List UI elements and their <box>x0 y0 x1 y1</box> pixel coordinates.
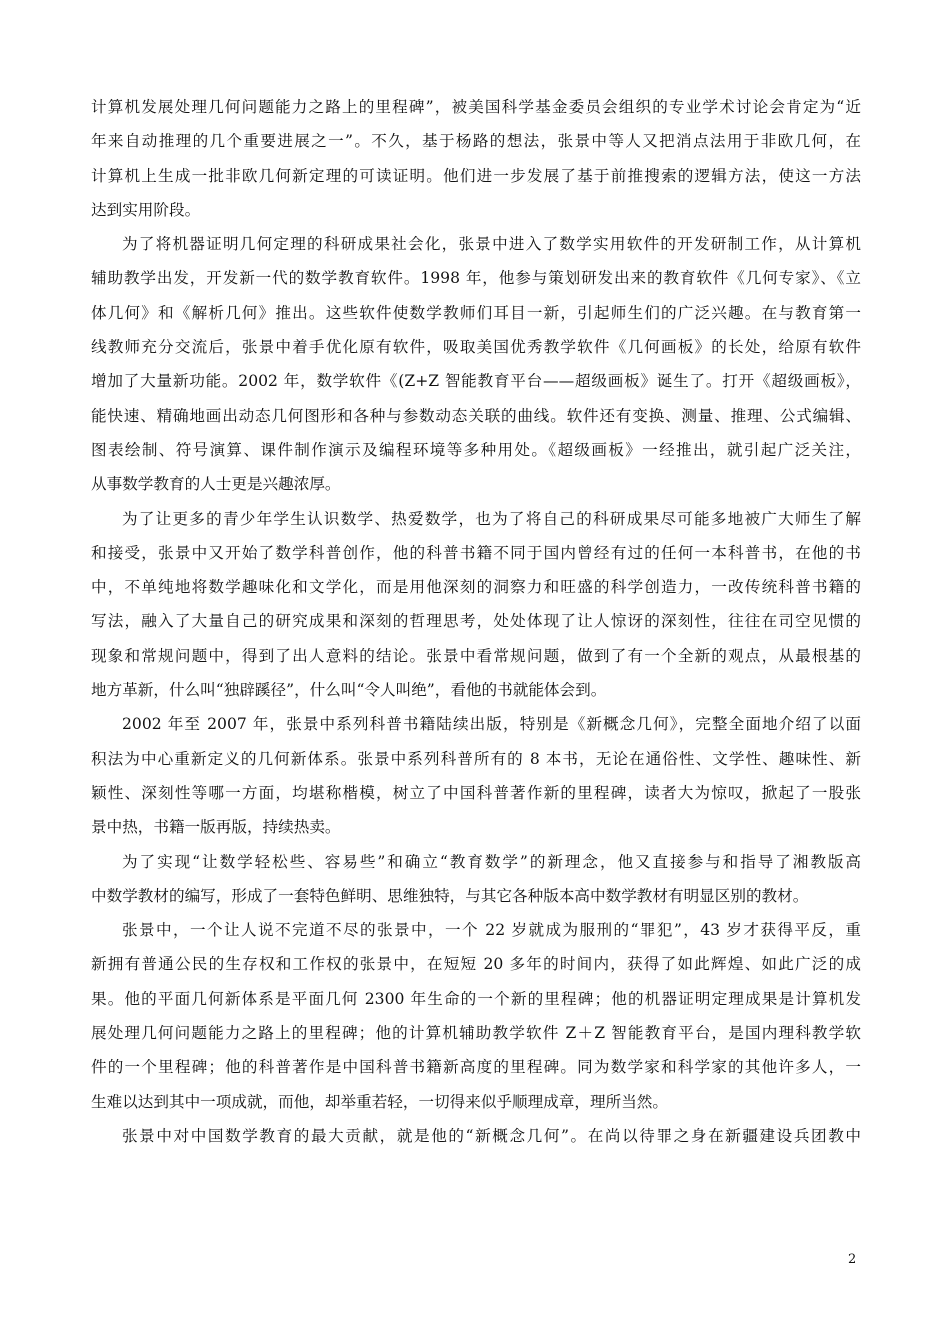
text-line: 图表绘制、符号演算、课件制作演示及编程环境等多种用处。《超级画板》一经推出，就引起广泛关注， <box>91 440 861 459</box>
paragraph <box>91 90 861 227</box>
paragraph <box>91 913 861 1119</box>
text-line: 颖性、深刻性等哪一方面，均堪称楷模，树立了中国科普著作新的里程碑，读者大为惊叹，掀起了一股张 <box>91 783 861 802</box>
text-line: 达到实用阶段。 <box>91 200 201 219</box>
text-line: 展处理几何问题能力之路上的里程碑；他的计算机辅助教学软件 Z＋Z 智能教育平台，是国内理科教学软 <box>91 1024 861 1043</box>
text-line: 件的一个里程碑；他的科普著作是中国科普书籍新高度的里程碑。同为数学家和科学家的其他许多人，一 <box>91 1058 861 1077</box>
text-line: 辅助教学出发，开发新一代的数学教育软件。1998 年，他参与策划研发出来的教育软件《几何专家》、《立 <box>91 269 861 288</box>
text-line: 新拥有普通公民的生存权和工作权的张景中，在短短 20 多年的时间内，获得了如此辉煌、如此广泛的成 <box>91 955 861 974</box>
text-line: 中数学教材的编写，形成了一套特色鲜明、思维独特，与其它各种版本高中数学教材有明显区别的教材。 <box>91 886 809 905</box>
text-line: 增加了大量新功能。2002 年，数学软件《(Z+Z 智能教育平台——超级画板》诞生了。打开《超级画板》， <box>91 372 861 391</box>
text-line: 现象和常规问题中，得到了出人意料的结论。张景中看常规问题，做到了有一个全新的观点，从最根基的 <box>91 646 861 665</box>
text-line: 年来自动推理的几个重要进展之一”。不久，基于杨路的想法，张景中等人又把消点法用于非欧几何，在 <box>91 132 861 151</box>
text-line: 中，不单纯地将数学趣味化和文学化，而是用他深刻的洞察力和旺盛的科学创造力，一改传统科普书籍的 <box>91 578 861 597</box>
text-line: 能快速、精确地画出动态几何图形和各种与参数动态关联的曲线。软件还有变换、测量、推理、公式编辑、 <box>91 406 861 425</box>
text-line: 张景中，一个让人说不完道不尽的张景中，一个 22 岁就成为服刑的“罪犯”，43 岁才获得平反，重 <box>122 921 861 940</box>
text-line: 生难以达到其中一项成就，而他，却举重若轻，一切得来似乎顺理成章，理所当然。 <box>91 1092 668 1111</box>
text-line: 体几何》和《解析几何》推出。这些软件使数学教师们耳目一新，引起师生们的广泛兴趣。在与教育第一 <box>91 303 861 322</box>
page-number: 2 <box>848 1252 857 1267</box>
text-line: 为了让更多的青少年学生认识数学、热爱数学，也为了将自己的科研成果尽可能多地被广大师生了解 <box>122 509 861 528</box>
text-line: 和接受，张景中又开始了数学科普创作，他的科普书籍不同于国内曾经有过的任何一本科普书，在他的书 <box>91 543 861 562</box>
text-line: 地方革新，什么叫“独辟蹊径”，什么叫“令人叫绝”，看他的书就能体会到。 <box>91 681 607 700</box>
text-line: 为了实现“让数学轻松些、容易些”和确立“教育数学”的新理念，他又直接参与和指导了湘教版高 <box>122 852 861 871</box>
text-line: 积法为中心重新定义的几何新体系。张景中系列科普所有的 8 本书，无论在通俗性、文学性、趣味性、新 <box>91 749 861 768</box>
text-line: 从事数学教育的人士更是兴趣浓厚。 <box>91 475 341 494</box>
paragraph <box>91 845 861 914</box>
paragraph <box>91 707 861 844</box>
text-line: 为了将机器证明几何定理的科研成果社会化，张景中进入了数学实用软件的开发研制工作，从计算机 <box>122 235 861 254</box>
text-line: 线教师充分交流后，张景中着手优化原有软件，吸取美国优秀教学软件《几何画板》的长处，给原有软件 <box>91 338 861 357</box>
text-line: 果。他的平面几何新体系是平面几何 2300 年生命的一个新的里程碑；他的机器证明定理成果是计算机发 <box>91 989 861 1008</box>
paragraph <box>91 502 861 708</box>
paragraph <box>91 1119 861 1153</box>
document-body <box>91 90 861 1153</box>
text-line: 2002 年至 2007 年，张景中系列科普书籍陆续出版，特别是《新概念几何》，完整全面地介绍了以面 <box>122 715 861 734</box>
text-line: 计算机上生成一批非欧几何新定理的可读证明。他们进一步发展了基于前推搜索的逻辑方法，使这一方法 <box>91 166 861 185</box>
paragraph <box>91 227 861 501</box>
text-line: 景中热，书籍一版再版，持续热卖。 <box>91 818 341 837</box>
text-line: 写法，融入了大量自己的研究成果和深刻的哲理思考，处处体现了让人惊讶的深刻性，往往在司空见惯的 <box>91 612 861 631</box>
text-line: 张景中对中国数学教育的最大贡献，就是他的“新概念几何”。在尚以待罪之身在新疆建设兵团教中 <box>122 1126 861 1145</box>
text-line: 计算机发展处理几何问题能力之路上的里程碑”，被美国科学基金委员会组织的专业学术讨论会肯定为“近 <box>91 98 861 116</box>
